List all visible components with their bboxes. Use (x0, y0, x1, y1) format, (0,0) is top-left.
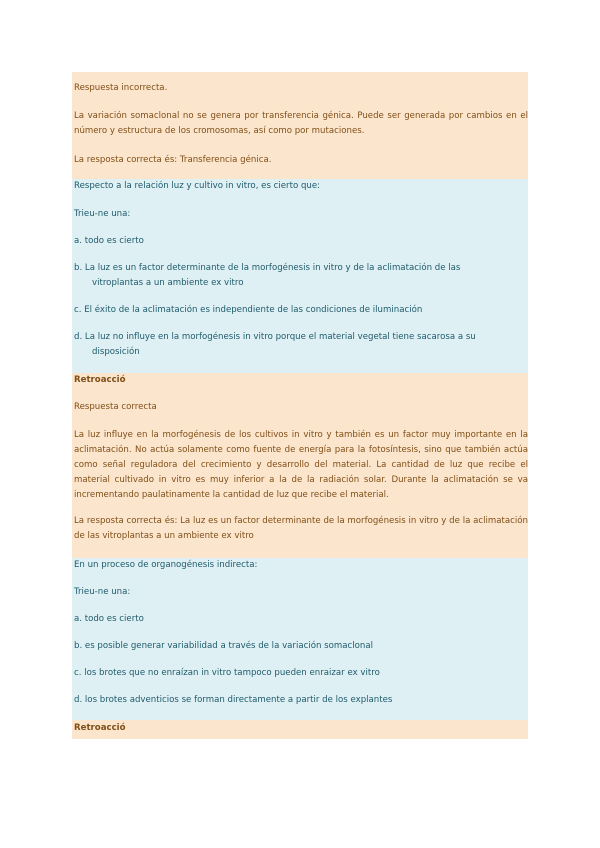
option-b-line2: vitroplantas a un ambiente ex vitro (92, 278, 244, 288)
explanation-paragraph: La variación somaclonal no se genera por transferencia génica. Puede ser generada por cambios en el número y estructura de los cromosomas, así como por mutaciones. (74, 111, 528, 136)
result-text: Respuesta incorrecta. (74, 83, 168, 93)
explanation-paragraph: La luz influye en la morfogénesis de los cultivos in vitro y también es un factor muy importante en la aclimatación. No actúa solamente como fuente de energía para la fotosíntesis, sino que también actúa como señal reguladora del crecimiento y desarrollo del material. La cantidad de luz que recibe el material cultivado in vitro es muy inferior a la de la radiación solar. Durante la aclimatación se va incrementando paulatinamente la cantidad de luz que recibe el material. (74, 430, 528, 500)
feedback-block-1 (72, 373, 528, 558)
correct-answer-text: La resposta correcta és: La luz es un factor determinante de la morfogénesis in vitro y de la aclimatación de las vitroplantas a un ambiente ex vitro (74, 516, 528, 541)
question-block-2 (72, 558, 528, 720)
option-b[interactable] (74, 261, 460, 291)
feedback-block-2 (72, 720, 528, 739)
option-c[interactable]: c. los brotes que no enraízan in vitro tampoco pueden enraizar ex vitro (74, 668, 380, 678)
correct-answer-text: La resposta correcta és: Transferencia génica. (74, 155, 272, 165)
result-text: Respuesta correcta (74, 402, 157, 412)
option-d-line1: d. La luz no influye en la morfogénesis in vitro porque el material vegetal tiene sacarosa a su (74, 332, 476, 342)
option-b-line1: b. La luz es un factor determinante de la morfogénesis in vitro y de la aclimatación de las (74, 263, 461, 273)
instruction-text: Trieu-ne una: (74, 209, 131, 219)
option-b[interactable]: b. es posible generar variabilidad a través de la variación somaclonal (74, 641, 373, 651)
option-a[interactable]: a. todo es cierto (74, 614, 144, 624)
option-d-line2: disposición (92, 347, 140, 357)
feedback-heading: Retroacció (74, 375, 126, 385)
instruction-text: Trieu-ne una: (74, 587, 131, 597)
option-c[interactable]: c. El éxito de la aclimatación es independiente de las condiciones de iluminación (74, 305, 423, 315)
feedback-block-previous (72, 72, 528, 179)
option-a[interactable]: a. todo es cierto (74, 236, 144, 246)
feedback-heading: Retroacció (74, 723, 126, 733)
question-text: En un proceso de organogénesis indirecta: (74, 560, 258, 570)
question-text: Respecto a la relación luz y cultivo in vitro, es cierto que: (74, 181, 321, 191)
option-d[interactable] (74, 330, 476, 360)
option-d[interactable]: d. los brotes adventicios se forman directamente a partir de los explantes (74, 695, 393, 705)
question-block-1 (72, 179, 528, 373)
